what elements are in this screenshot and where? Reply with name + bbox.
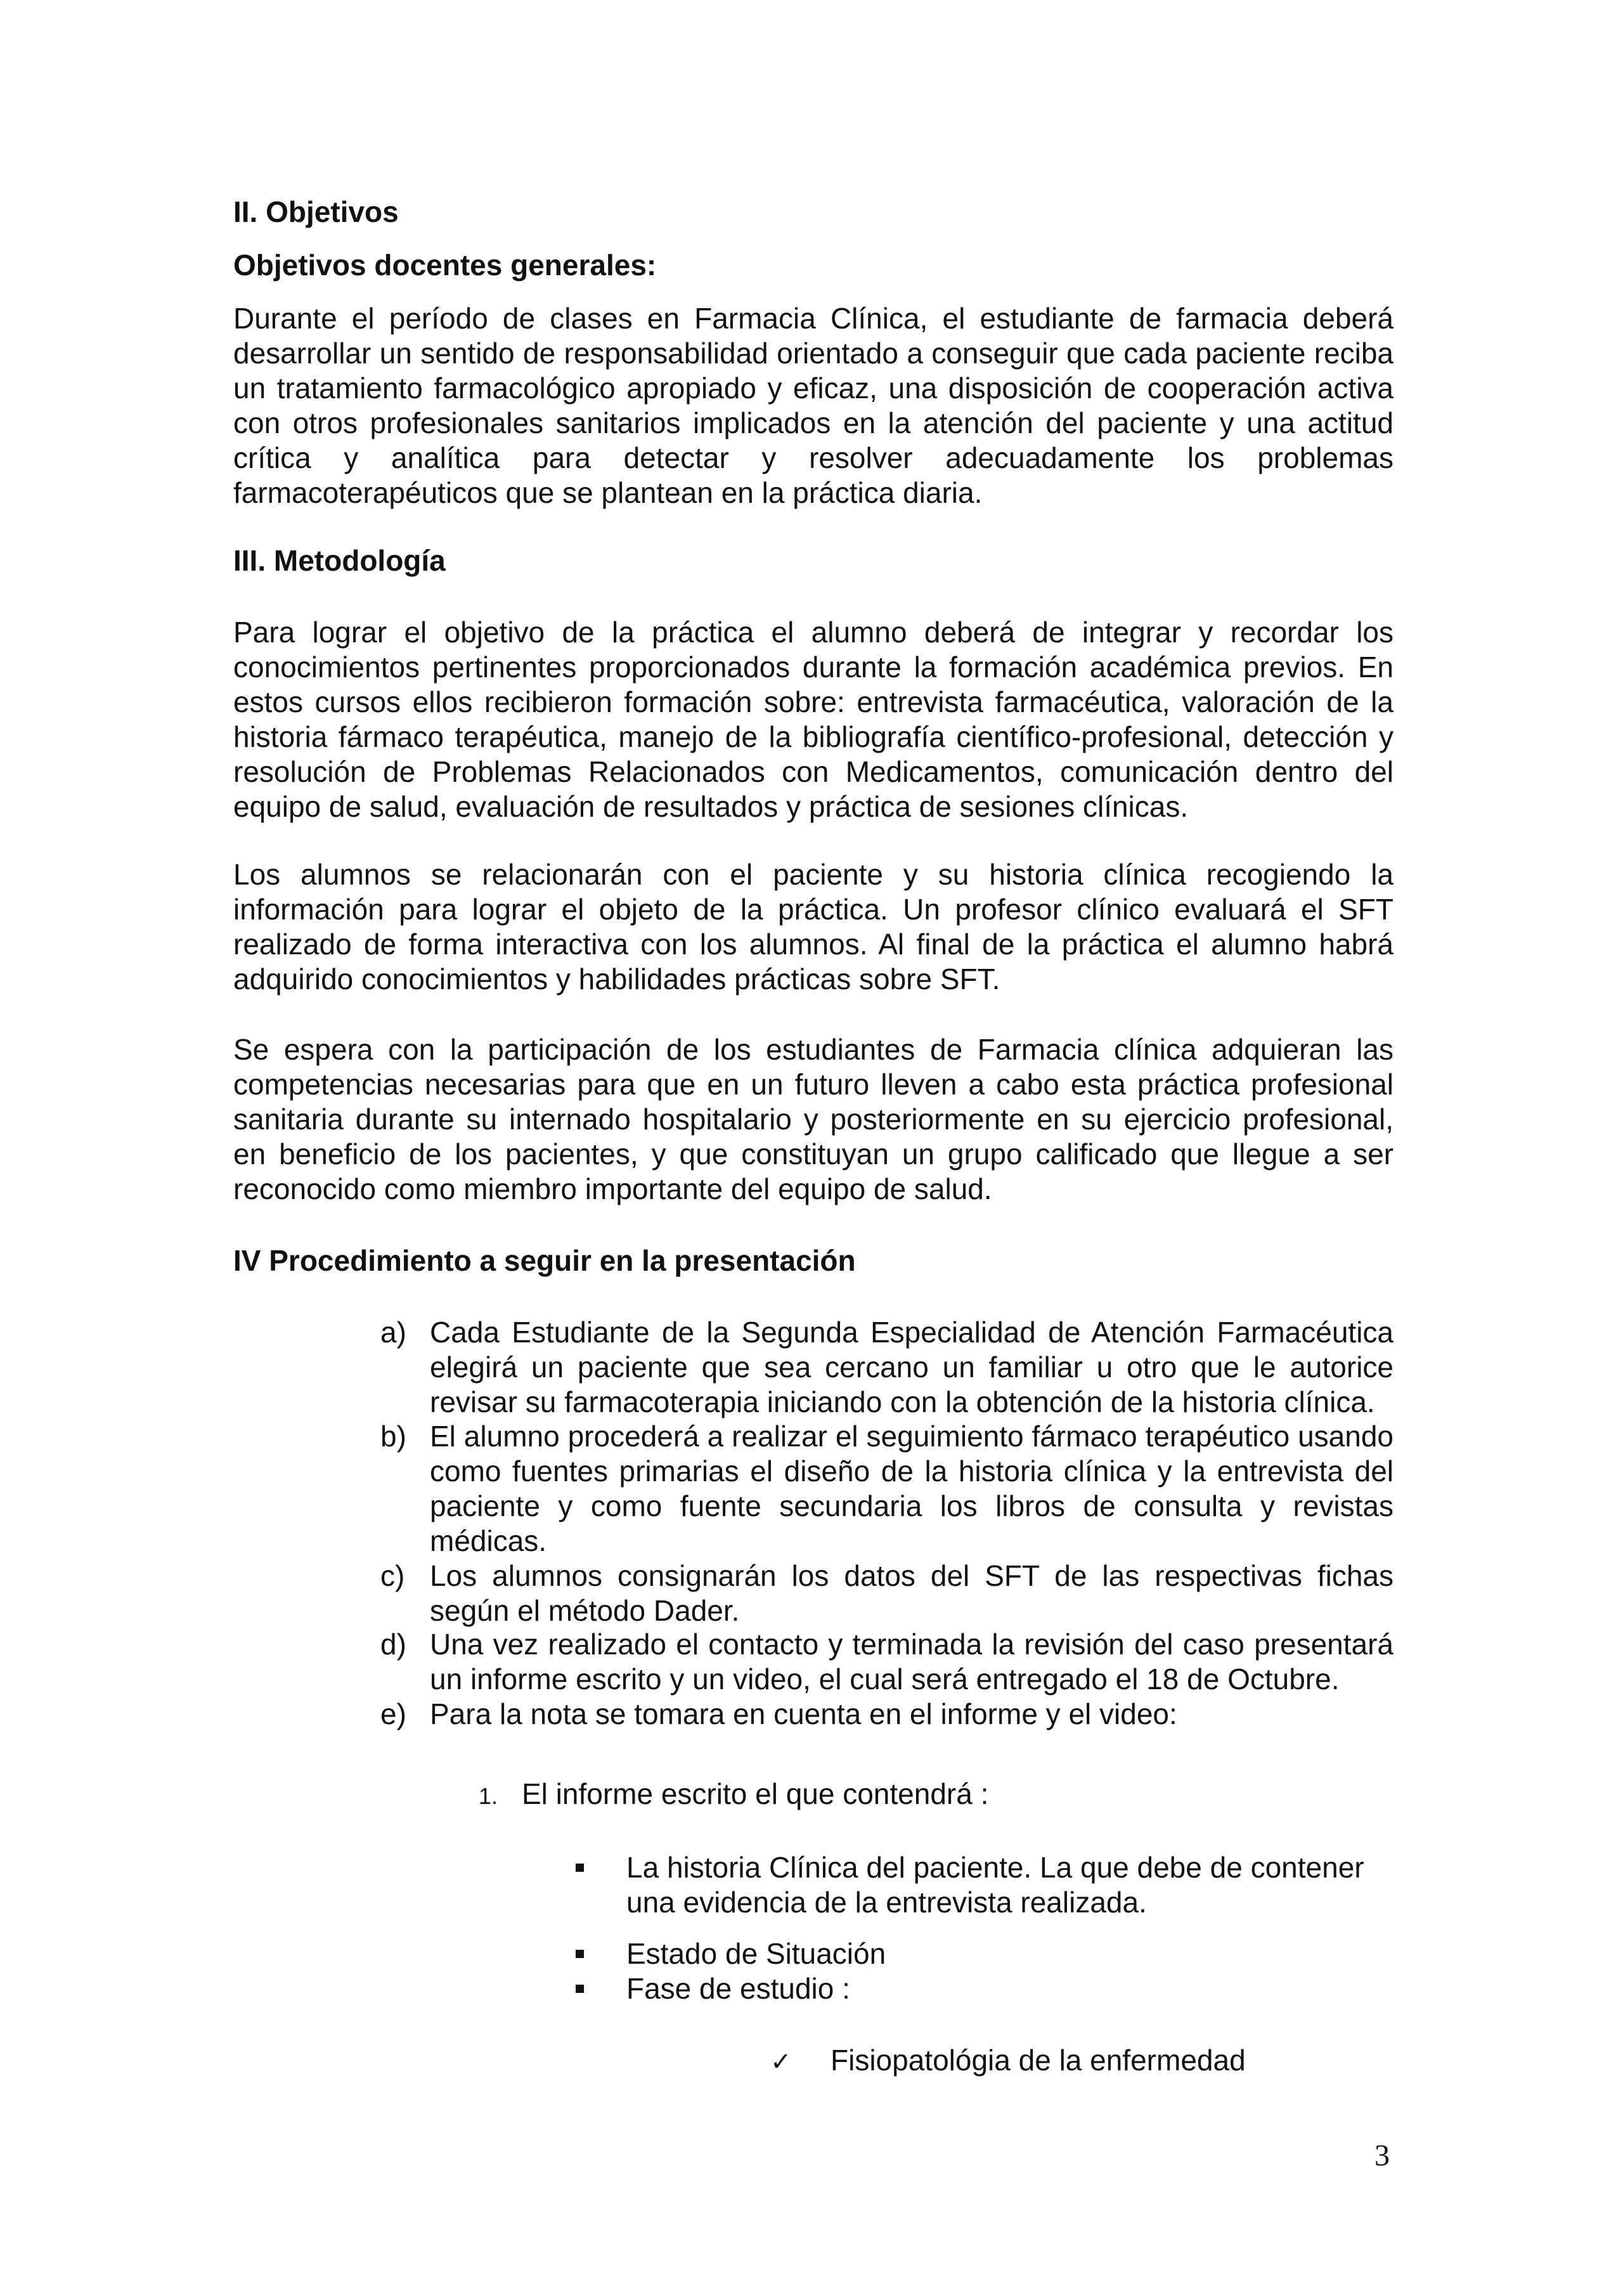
list-marker-c: c) xyxy=(380,1559,405,1592)
section-title-objetivos: II. Objetivos xyxy=(233,195,399,228)
paragraph-metodologia-1: Para lograr el objetivo de la práctica el alumno deberá de integrar y recordar los conocimientos pertinentes proporcionados durante la formación académica previos. En estos cursos ellos recibieron formación sobre: entrevista farmacéutica, valoración de la historia fármaco terapéutica, manejo de la bibliografía científico-profesional, detección y resolución de Problemas Relacionados con Medicamentos, comunicación dentro del equipo de salud, evaluación de resultados y práctica de sesiones clínicas. xyxy=(233,616,1393,823)
square-bullet-icon xyxy=(576,1950,584,1958)
list-text-a: Cada Estudiante de la Segunda Especialidad de Atención Farmacéutica elegirá un paciente que sea cercano un familiar u otro que le autorice revisar su farmacoterapia iniciando con la obtención de la historia clínica. xyxy=(430,1316,1393,1418)
paragraph-metodologia-2: Los alumnos se relacionarán con el paciente y su historia clínica recogiendo la información para lograr el objeto de la práctica. Un profesor clínico evaluará el SFT realizado de forma interactiva con los alumnos. Al final de la práctica el alumno habrá adquirido conocimientos y habilidades prácticas sobre SFT. xyxy=(233,858,1393,996)
section-subtitle-objetivos-docentes: Objetivos docentes generales: xyxy=(233,249,657,282)
numbered-item-1 xyxy=(479,1777,988,1813)
check-text-fisiopatologia: Fisiopatológia de la enfermedad xyxy=(831,2044,1246,2077)
list-text-c: Los alumnos consignarán los datos del SFT de las respectivas fichas según el método Dader. xyxy=(430,1559,1393,1627)
square-bullet-icon xyxy=(576,1864,584,1872)
bullet-item-fase-estudio xyxy=(574,1971,1393,2006)
list-item-a xyxy=(380,1315,1393,1420)
paragraph-objetivos: Durante el período de clases en Farmacia Clínica, el estudiante de farmacia deberá desarrollar un sentido de responsabilidad orientado a conseguir que cada paciente reciba un tratamiento farmacológico apropiado y eficaz, una disposición de cooperación activa con otros profesionales sanitarios implicados en la atención del paciente y una actitud crítica y analítica para detectar y resolver adecuadamente los problemas farmacoterapéuticos que se plantean en la práctica diaria. xyxy=(233,302,1393,509)
bullet-text-estado-situacion: Estado de Situación xyxy=(626,1937,886,1970)
list-marker-e: e) xyxy=(380,1697,406,1730)
check-item-fisiopatologia xyxy=(770,2043,1246,2080)
list-item-e xyxy=(380,1697,1393,1732)
list-marker-a: a) xyxy=(380,1316,406,1349)
square-bullet-icon xyxy=(576,1985,584,1993)
bullet-text-fase-estudio: Fase de estudio : xyxy=(626,1972,850,2005)
list-text-d: Una vez realizado el contacto y terminada la revisión del caso presentará un informe escrito y un video, el cual será entregado el 18 de Octubre. xyxy=(430,1628,1393,1696)
section-title-metodologia: III. Metodología xyxy=(233,544,446,577)
bullet-item-estado-situacion xyxy=(574,1936,1393,1971)
section-title-procedimiento: IV Procedimiento a seguir en la presentación xyxy=(233,1244,856,1277)
list-text-e: Para la nota se tomara en cuenta en el informe y el video: xyxy=(430,1697,1177,1730)
list-item-c xyxy=(380,1559,1393,1628)
page-number: 3 xyxy=(1374,2139,1390,2172)
list-marker-b: b) xyxy=(380,1420,406,1453)
numbered-text-1: El informe escrito el que contendrá : xyxy=(522,1777,989,1810)
bullet-item-historia-clinica xyxy=(574,1850,1393,1920)
paragraph-metodologia-3: Se espera con la participación de los estudiantes de Farmacia clínica adquieran las competencias necesarias para que en un futuro lleven a cabo esta práctica profesional sanitaria durante su internado hospitalario y posteriormente en su ejercicio profesional, en beneficio de los pacientes, y que constituyan un grupo calificado que llegue a ser reconocido como miembro importante del equipo de salud. xyxy=(233,1033,1393,1205)
numbered-marker-1: 1. xyxy=(479,1783,498,1809)
list-marker-d: d) xyxy=(380,1628,406,1661)
list-item-b xyxy=(380,1419,1393,1559)
list-item-d xyxy=(380,1627,1393,1697)
bullet-text-historia-clinica: La historia Clínica del paciente. La que debe de contener una evidencia de la entrevista realizada. xyxy=(626,1851,1364,1919)
checkmark-icon: ✓ xyxy=(770,2048,792,2076)
list-text-b: El alumno procederá a realizar el seguimiento fármaco terapéutico usando como fuentes primarias el diseño de la historia clínica y la entrevista del paciente y como fuente secundaria los libros de consulta y revistas médicas. xyxy=(430,1420,1393,1557)
